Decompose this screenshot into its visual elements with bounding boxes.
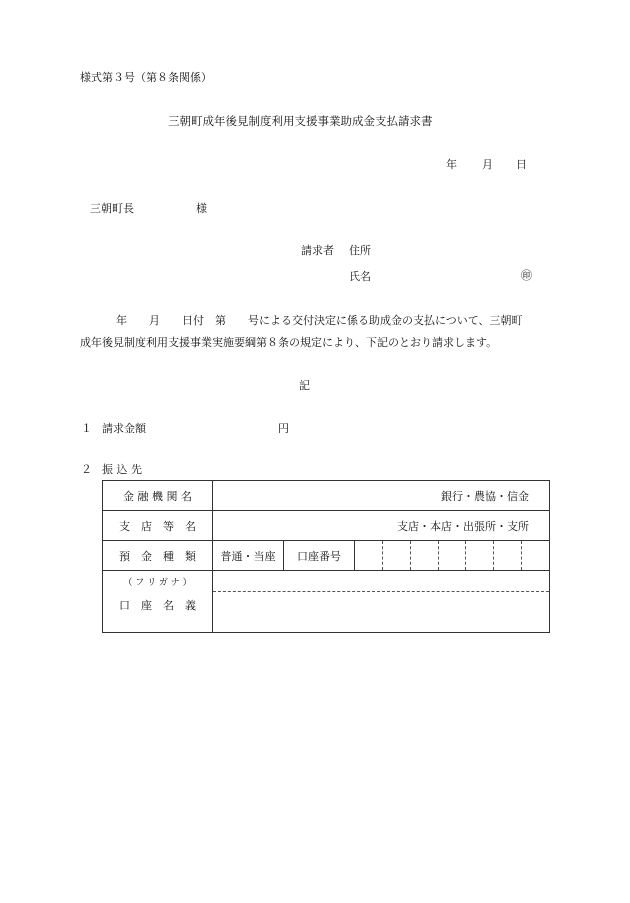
- account-digit-box[interactable]: [355, 541, 382, 570]
- holder-row: [103, 571, 550, 633]
- holder-input-cell[interactable]: [213, 571, 550, 633]
- item2-number: ２: [81, 463, 92, 476]
- document-title: 三朝町成年後見制度利用支援事業助成金支払請求書: [168, 114, 433, 128]
- body-text-line-2: 成年後見制度利用支援事業実施要綱第８条の規定により、下記のとおり請求します。: [80, 336, 498, 349]
- seal-mark: ㊞: [521, 269, 532, 282]
- branch-row: [103, 511, 550, 541]
- furigana-label: （ フ リ ガ ナ ）: [123, 578, 192, 588]
- form-number: 様式第３号（第８条関係）: [80, 71, 212, 84]
- ki-heading: 記: [299, 379, 310, 392]
- account-number-label: 口座番号: [284, 541, 355, 571]
- item2-label: 振 込 先: [102, 463, 142, 476]
- item1-unit: 円: [278, 422, 289, 435]
- date-year: 年: [446, 158, 457, 171]
- addressee-name: 三朝町長: [90, 202, 134, 215]
- institution-label: 金 融 機 関 名: [103, 481, 213, 511]
- account-number-boxes[interactable]: [355, 541, 550, 571]
- deposit-types: 普通・当座: [213, 541, 284, 571]
- claimant-label: 請求者: [301, 244, 334, 257]
- date-month: 月: [482, 158, 493, 171]
- item1-label: 請求金額: [102, 422, 146, 435]
- furigana-field[interactable]: [213, 571, 549, 592]
- body-text-line-1: 年 月 日付 第 号による交付決定に係る助成金の支払について、三朝町: [116, 314, 523, 327]
- account-digit-box[interactable]: [382, 541, 410, 570]
- branch-types: 支店・本店・出張所・支所: [213, 511, 550, 541]
- item1-number: １: [81, 422, 92, 435]
- deposit-label: 預 金 種 類: [103, 541, 213, 571]
- account-digit-box[interactable]: [493, 541, 521, 570]
- holder-name-field[interactable]: [213, 592, 549, 632]
- institution-types: 銀行・農協・信金: [213, 481, 550, 511]
- addressee-honorific: 様: [196, 202, 207, 215]
- claimant-address-label: 住所: [349, 244, 371, 257]
- account-digit-box[interactable]: [438, 541, 466, 570]
- bank-transfer-table: [102, 480, 550, 633]
- holder-label-cell: [103, 571, 213, 633]
- institution-row: [103, 481, 550, 511]
- claimant-name-label: 氏名: [349, 270, 371, 283]
- account-digit-box[interactable]: [410, 541, 438, 570]
- deposit-row: [103, 541, 550, 571]
- account-digit-box[interactable]: [465, 541, 493, 570]
- branch-label: 支 店 等 名: [103, 511, 213, 541]
- account-digit-box[interactable]: [521, 541, 549, 570]
- date-day: 日: [516, 158, 527, 171]
- holder-label: 口 座 名 義: [119, 599, 196, 612]
